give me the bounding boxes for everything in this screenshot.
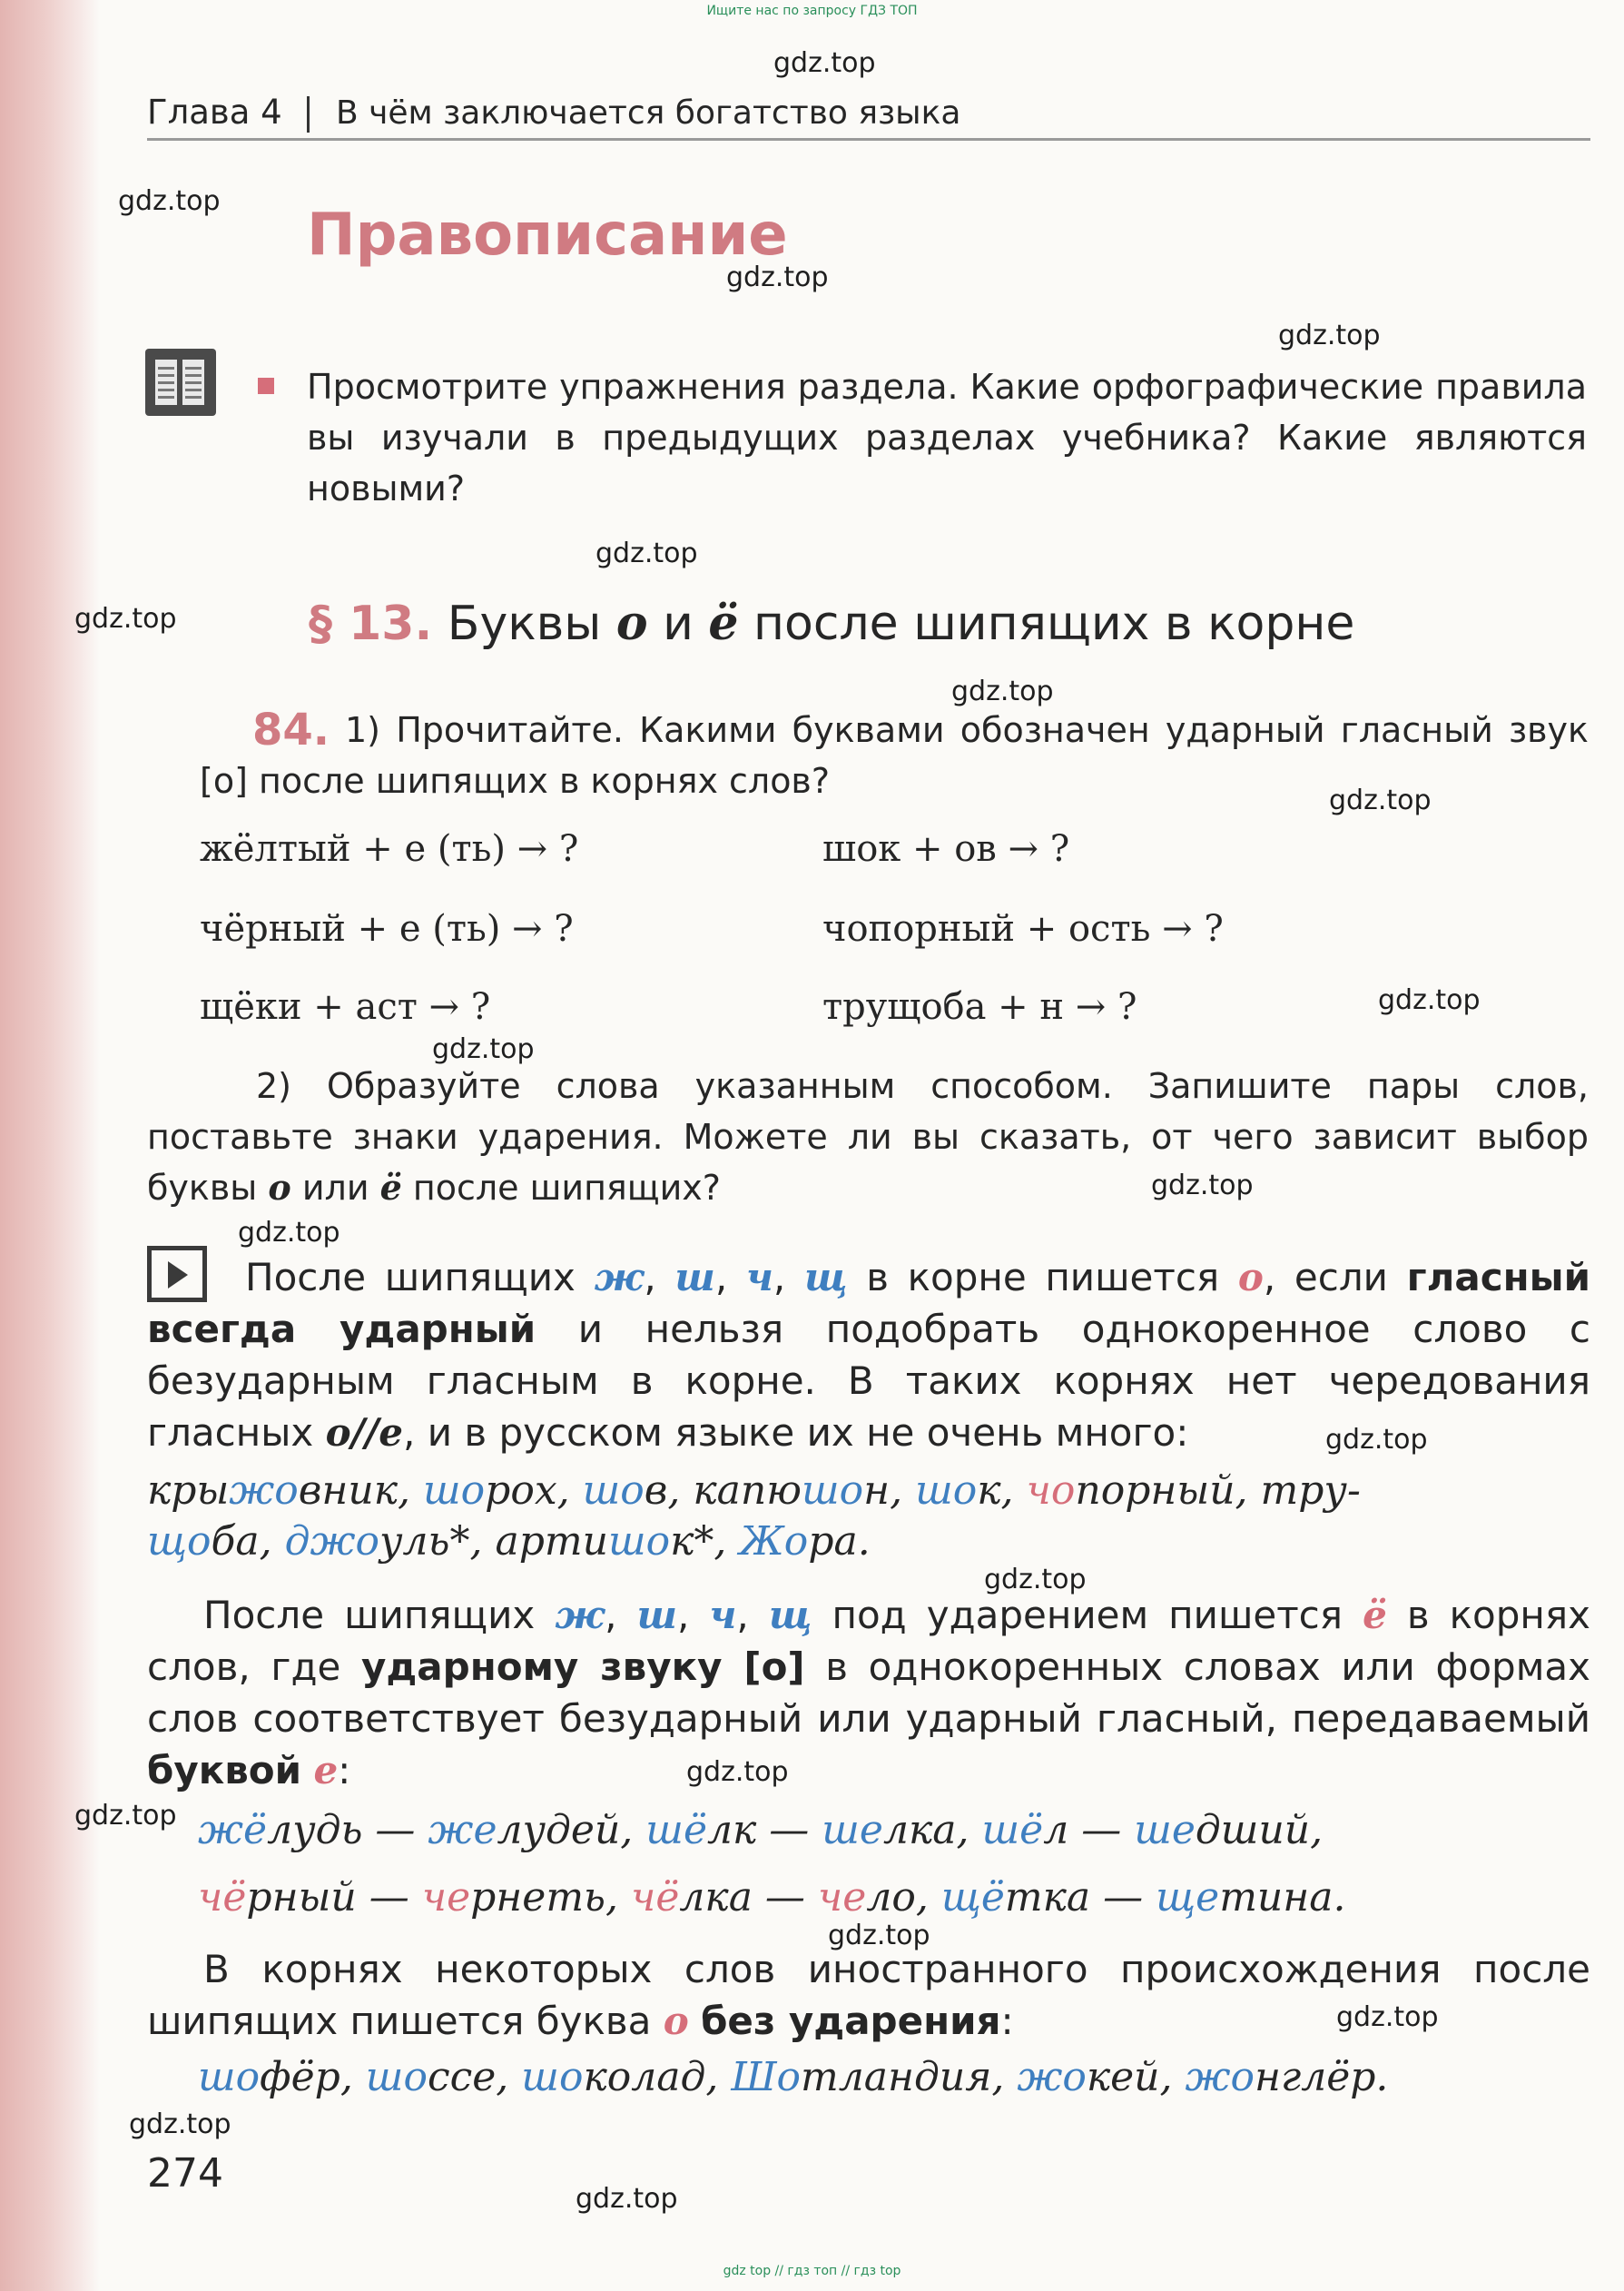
watermark: gdz.top bbox=[773, 47, 876, 79]
chapter-title: В чём заключается богатство языка bbox=[336, 94, 961, 132]
exercise-number: 84. bbox=[252, 705, 330, 755]
word-part: тина. bbox=[1219, 1874, 1346, 1921]
letter-yo: ё bbox=[1363, 1593, 1387, 1637]
watermark: gdz.top bbox=[1378, 984, 1481, 1016]
word-root: жё bbox=[198, 1807, 268, 1853]
letter: ш bbox=[636, 1593, 677, 1637]
rule-text: После шипящих bbox=[203, 1593, 536, 1637]
word-root: чё bbox=[630, 1874, 680, 1921]
watermark: gdz.top bbox=[1336, 2001, 1439, 2033]
word-root: джо bbox=[284, 1518, 380, 1565]
watermark: gdz.top bbox=[686, 1756, 789, 1788]
word-root: шо bbox=[198, 2054, 261, 2100]
word-root: чё bbox=[198, 1874, 247, 1921]
watermark: gdz.top bbox=[74, 1800, 177, 1832]
letter-e: е bbox=[313, 1748, 339, 1792]
word-part: тландия, bbox=[801, 2054, 1018, 2100]
rule-text: в корнях слов, где bbox=[147, 1593, 1590, 1689]
watermark: gdz.top bbox=[984, 1564, 1087, 1595]
word-root: шо bbox=[521, 2054, 584, 2100]
word-part: ло, bbox=[866, 1874, 941, 1921]
word-root: ше bbox=[822, 1807, 883, 1853]
word-part: рох, bbox=[485, 1467, 583, 1514]
word-part: лк — bbox=[706, 1807, 822, 1853]
word-root: шё bbox=[981, 1807, 1044, 1853]
word-root: че bbox=[817, 1874, 867, 1921]
word-part: ба, bbox=[211, 1518, 285, 1565]
word-part: лка, bbox=[882, 1807, 982, 1853]
rule-text: и нельзя подобрать однокоренное слово с безударным гласным в корне. В таких корнях нет чередования гласных bbox=[147, 1307, 1590, 1455]
rule-bold-text: ударному звуку [о] bbox=[361, 1644, 805, 1689]
paragraph-letter-yo: ё bbox=[708, 596, 739, 651]
watermark: gdz.top bbox=[129, 2108, 231, 2140]
word-formation-item: чопорный + ость → ? bbox=[822, 908, 1224, 950]
alternation: о//е bbox=[325, 1410, 403, 1455]
word-part: л — bbox=[1043, 1807, 1135, 1853]
word-part: нглёр. bbox=[1254, 2054, 1389, 2100]
section-title: Правописание bbox=[307, 202, 788, 269]
word-part: лка — bbox=[679, 1874, 818, 1921]
example-line bbox=[198, 1874, 1345, 1921]
letter: щ bbox=[803, 1255, 848, 1299]
rule-1: После шипящих ж, ш, ч, щ в корне пишется о, если гласный всегда ударный и нельзя подобрать однокоренное слово с безударным гласным в корне. В таких корнях нет чередования гласных о//е, и в русском языке их не очень много: bbox=[147, 1255, 1591, 1455]
word-formation-item: щёки + аст → ? bbox=[200, 986, 491, 1028]
task-text: 2) Образуйте слова указанным способом. Запишите пары слов, поставьте знаки ударения. Можете ли вы сказать, от чего зависит выбор буквы bbox=[147, 1066, 1589, 1208]
rule-bold-text: гласный всегда ударный bbox=[147, 1255, 1591, 1351]
letter-o: о bbox=[663, 1999, 689, 2043]
word-part: капю bbox=[693, 1467, 802, 1514]
rule-bold-text: без ударения bbox=[701, 1999, 1001, 2043]
bullet-square-icon bbox=[258, 378, 274, 394]
task-text: или bbox=[301, 1168, 369, 1208]
rule-text: в корне пишется bbox=[866, 1255, 1220, 1299]
word-part: дший, bbox=[1195, 1807, 1324, 1853]
book-icon bbox=[145, 349, 216, 416]
example-line bbox=[147, 1518, 871, 1565]
watermark: gdz.top bbox=[1325, 1424, 1428, 1456]
letter-o: о bbox=[268, 1167, 291, 1208]
watermark: gdz.top bbox=[951, 676, 1054, 707]
word-formation-item: чёрный + е (ть) → ? bbox=[200, 908, 574, 950]
watermark: gdz.top bbox=[576, 2183, 678, 2215]
rule-text: : bbox=[1000, 1999, 1014, 2043]
word-root: шё bbox=[645, 1807, 707, 1853]
word-part: колад, bbox=[583, 2054, 732, 2100]
rule-text: В корнях некоторых слов иностранного происхождения после шипящих пишется буква bbox=[147, 1947, 1590, 2043]
page-margin-strip bbox=[0, 0, 100, 2291]
watermark: gdz.top bbox=[1278, 320, 1381, 351]
word-root: жо bbox=[1185, 2054, 1255, 2100]
watermark: gdz.top bbox=[726, 262, 829, 293]
word-part: порный, тру- bbox=[1075, 1467, 1361, 1514]
paragraph-title-part: после шипящих в корне bbox=[753, 597, 1355, 651]
chapter-label: Глава 4 bbox=[147, 93, 282, 132]
word-part: лудей, bbox=[497, 1807, 646, 1853]
word-part: кры bbox=[147, 1467, 230, 1514]
word-root: ше bbox=[1134, 1807, 1196, 1853]
watermark: gdz.top bbox=[595, 538, 698, 569]
letter: ш bbox=[674, 1255, 715, 1299]
watermark: gdz.top bbox=[1151, 1170, 1254, 1201]
word-root: шо bbox=[801, 1467, 864, 1514]
rule-3 bbox=[147, 1943, 1590, 2047]
word-root: ще bbox=[1156, 1874, 1220, 1921]
letter-o: о bbox=[1237, 1255, 1264, 1299]
watermark: gdz.top bbox=[828, 1920, 930, 1951]
letter-yo: ё bbox=[379, 1167, 402, 1208]
rule-text: в однокоренных словах или формах слов соответствует безударный или ударный гласный, передаваемый bbox=[147, 1644, 1590, 1741]
intro-text: Просмотрите упражнения раздела. Какие орфографические правила вы изучали в предыдущих разделах учебника? Какие являются новыми? bbox=[307, 367, 1587, 509]
word-part: кей, bbox=[1086, 2054, 1186, 2100]
rule-text: , если bbox=[1263, 1255, 1388, 1299]
example-line bbox=[147, 1467, 1361, 1514]
paragraph-letter-o: о bbox=[615, 596, 648, 651]
word-part: рнеть, bbox=[470, 1874, 631, 1921]
rule-2: После шипящих ж, ш, ч, щ под ударением пишется ё в корнях слов, где ударному звуку [о] в однокоренных словах или формах слов соответствует безударный или ударный гласный, передаваемый буквой е: bbox=[147, 1593, 1590, 1792]
rule-text: После шипящих bbox=[245, 1255, 576, 1299]
word-part: лудь — bbox=[267, 1807, 428, 1853]
word-part: уль*, bbox=[379, 1518, 496, 1565]
chapter-header bbox=[147, 93, 1590, 141]
word-root: шо bbox=[365, 2054, 428, 2100]
word-root: шо bbox=[607, 1518, 671, 1565]
word-root: Шо bbox=[731, 2054, 802, 2100]
word-root: чо bbox=[1026, 1467, 1076, 1514]
word-part: фёр, bbox=[260, 2054, 366, 2100]
watermark: gdz.top bbox=[74, 603, 177, 635]
word-formation-item: шок + ов → ? bbox=[822, 828, 1070, 870]
word-part: н, bbox=[863, 1467, 916, 1514]
example-line bbox=[198, 1807, 1323, 1853]
paragraph-title bbox=[309, 596, 1354, 651]
watermark: gdz.top bbox=[238, 1217, 340, 1249]
word-part: к*, bbox=[670, 1518, 740, 1565]
word-root: жо bbox=[1017, 2054, 1087, 2100]
word-root: че bbox=[421, 1874, 471, 1921]
letter: ч bbox=[745, 1255, 773, 1299]
letter: ч bbox=[709, 1593, 737, 1637]
watermark: gdz.top bbox=[432, 1033, 535, 1065]
example-line bbox=[198, 2054, 1388, 2100]
word-part: тка — bbox=[1004, 1874, 1156, 1921]
word-part: ра. bbox=[808, 1518, 871, 1565]
page-number: 274 bbox=[147, 2150, 223, 2197]
word-part: рный — bbox=[246, 1874, 422, 1921]
paragraph-number: § 13. bbox=[309, 597, 433, 651]
watermark: gdz.top bbox=[1329, 785, 1432, 816]
word-formation-item: трущоба + н → ? bbox=[822, 986, 1137, 1028]
word-root: що bbox=[147, 1518, 212, 1565]
rule-bold-text: буквой bbox=[147, 1748, 302, 1792]
word-part: вник, bbox=[298, 1467, 423, 1514]
paragraph-title-part: Буквы bbox=[447, 597, 602, 651]
word-root: шо bbox=[915, 1467, 978, 1514]
word-root: шо bbox=[582, 1467, 645, 1514]
letter: щ bbox=[768, 1593, 812, 1637]
watermark: gdz.top bbox=[118, 185, 221, 217]
word-part: к, bbox=[977, 1467, 1027, 1514]
word-root: щё bbox=[940, 1874, 1005, 1921]
letter: ж bbox=[594, 1255, 645, 1299]
word-part: арти bbox=[495, 1518, 608, 1565]
exercise-task-1: 1) Прочитайте. Какими буквами обозначен ударный гласный звук [о] после шипящих в корнях слов? bbox=[200, 710, 1589, 801]
rule-text: : bbox=[338, 1748, 351, 1792]
rule-text: , и в русском языке их не очень много: bbox=[403, 1410, 1189, 1455]
exercise-task-2 bbox=[147, 1061, 1589, 1213]
top-note: Ищите нас по запросу ГДЗ ТОП bbox=[706, 4, 918, 18]
word-part: в, bbox=[644, 1467, 694, 1514]
paragraph-title-and: и bbox=[663, 597, 694, 651]
bottom-note: gdz top // гдз топ // гдз top bbox=[723, 2264, 901, 2278]
word-root: шо bbox=[422, 1467, 486, 1514]
rule-text: под ударением пишется bbox=[832, 1593, 1343, 1637]
word-formation-item: жёлтый + е (ть) → ? bbox=[200, 828, 579, 870]
word-root: Жо bbox=[739, 1518, 809, 1565]
task-text: после шипящих? bbox=[412, 1168, 721, 1208]
letter: ж bbox=[555, 1593, 605, 1637]
word-root: же bbox=[428, 1807, 497, 1853]
word-root: жо bbox=[229, 1467, 299, 1514]
header-separator bbox=[307, 96, 310, 133]
word-part: ссе, bbox=[427, 2054, 522, 2100]
